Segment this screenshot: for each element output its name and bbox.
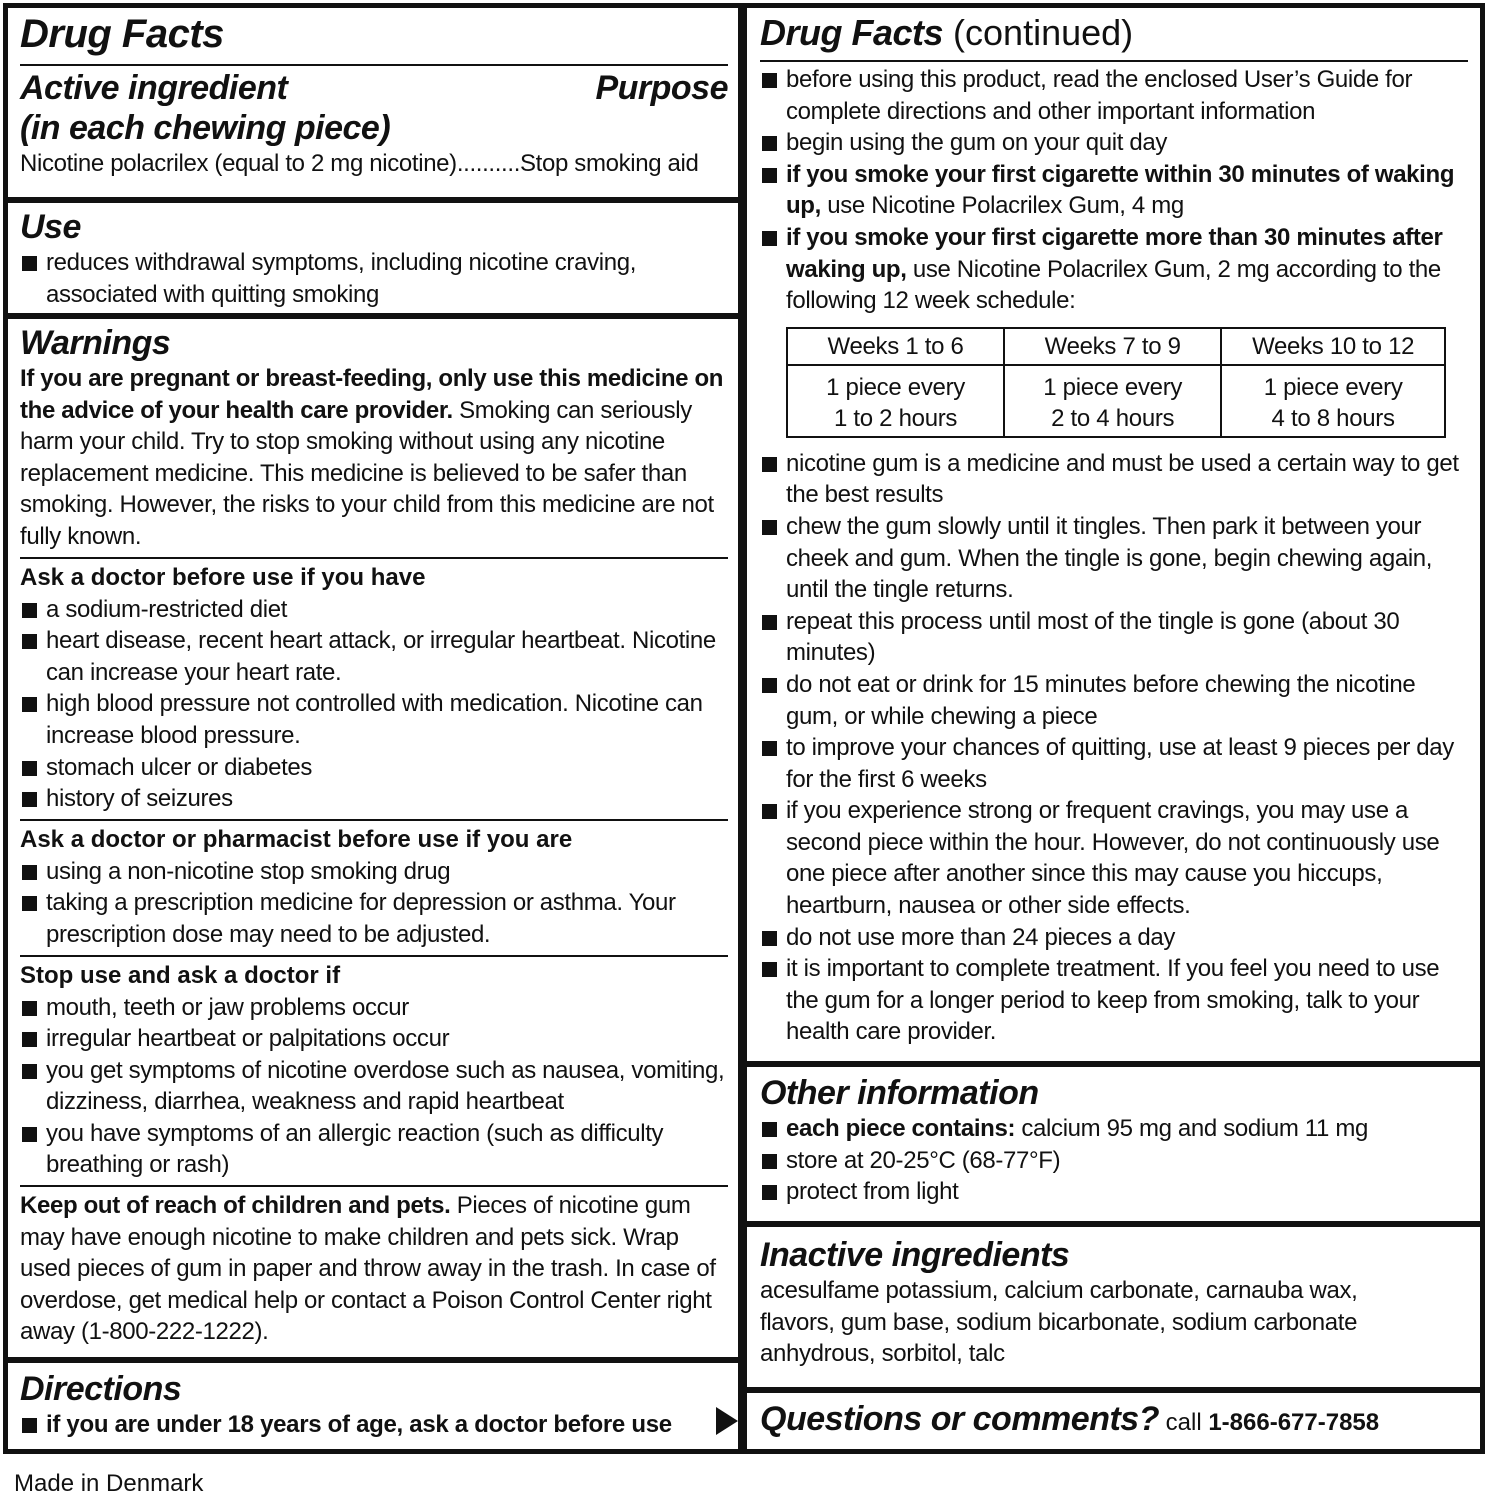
inactive-ingredients-text: acesulfame potassium, calcium carbonate, carnauba wax, flavors, gum base, sodium bicarbonate, sodium carbonate anhydrous, sorbitol, talc [760,1277,1358,1368]
inactive-ingredients-title: Inactive ingredients [760,1236,1070,1274]
directions-section [8,1363,738,1449]
other-information-title: Other information [760,1074,1039,1112]
drug-facts-right-panel [743,3,1485,1454]
keep-out-bold: Keep out of reach of children and pets. [20,1192,451,1220]
continue-arrow-icon [716,1407,738,1435]
drug-facts-title: Drug Facts [20,12,224,56]
table-row [787,365,1445,437]
direction-item-text: use Nicotine Polacrilex Gum, 4 mg [820,192,1184,220]
direction-item: do not eat or drink for 15 minutes before chewing the nicotine gum, or while chewing a piece [760,669,1468,732]
other-info-item: protect from light [760,1176,1470,1208]
rule [20,557,728,559]
table-cell [1004,365,1221,437]
rule [20,1185,728,1187]
direction-item: begin using the gum on your quit day [760,127,1468,159]
stop-use-item: mouth, teeth or jaw problems occur [20,992,728,1024]
questions-title: Questions or comments? [760,1400,1159,1438]
direction-item-bold: if you smoke your first cigarette within 30 minutes of waking up, [786,160,1455,220]
ask-doctor-item: a sodium-restricted diet [20,594,728,626]
other-info-bold: each piece contains: [786,1115,1016,1142]
warnings-title: Warnings [20,324,171,362]
direction-item: repeat this process until most of the tingle is gone (about 30 minutes) [760,606,1468,669]
direction-item: nicotine gum is a medicine and must be used a certain way to get the best results [760,448,1468,511]
cell-line: 4 to 8 hours [1271,404,1395,432]
direction-item: if you experience strong or frequent cravings, you may use a second piece within the hour. However, do not continuously use one piece after another since this may cause you hiccups, heartburn, nausea or other side effects. [760,795,1468,921]
other-information-section [747,1067,1480,1221]
table-header-row [787,328,1445,365]
ask-doctor-item: high blood pressure not controlled with medication. Nicotine can increase blood pressure. [20,688,728,751]
active-ingredient-section [8,8,738,198]
direction-item: it is important to complete treatment. If you feel you need to use the gum for a longer period to keep from smoking, talk to your health care provider. [760,953,1468,1048]
keep-out-text: Pieces of nicotine gum may have enough nicotine to make children and pets sick. Wrap used pieces of gum in paper and throw away in the trash. In case of overdose, get medical help or contact a Poison Control Center right away (1-800-222-1222). [20,1192,716,1346]
ask-doctor-title: Ask a doctor before use if you have [20,563,426,591]
drug-facts-continued-title [760,12,1468,54]
made-in-label: Made in Denmark [14,1470,204,1497]
active-ingredient-heading: Active ingredient [20,69,288,107]
drug-facts-title-right: Drug Facts [760,12,944,53]
cell-line: 1 to 2 hours [833,404,958,432]
other-info-item [760,1113,1470,1145]
cell-line: 2 to 4 hours [1051,404,1175,432]
rule [20,819,728,821]
keep-out-of-reach-paragraph [20,1190,728,1348]
use-item: reduces withdrawal symptoms, including nicotine craving, associated with quitting smoking [20,247,728,310]
direction-item-text: use Nicotine Polacrilex Gum, 2 mg according to the following 12 week schedule: [786,255,1441,315]
title-rule [20,64,728,66]
table-header-cell: Weeks 7 to 9 [1004,328,1221,365]
ask-pharmacist-item: taking a prescription medicine for depression or asthma. Your prescription dose may need to be adjusted. [20,887,728,950]
questions-line [760,1399,1470,1443]
warnings-paragraph [20,363,728,553]
purpose-heading: Purpose [595,69,728,107]
table-cell [787,365,1004,437]
warnings-bold: If you are pregnant or breast-feeding, only use this medicine on the advice of your health care provider. [20,365,724,424]
use-section [8,203,738,313]
inactive-ingredients-section [747,1227,1480,1387]
ask-doctor-item: stomach ulcer or diabetes [20,752,728,784]
drug-facts-left-panel [3,3,743,1454]
dosage-schedule-table [786,327,1446,438]
direction-item: chew the gum slowly until it tingles. Then park it between your cheek and gum. When the tingle is gone, begin chewing again, until the tingle returns. [760,511,1468,606]
ask-doctor-item: history of seizures [20,783,728,815]
cell-line: 1 piece every [1263,373,1403,401]
ask-doctor-item: heart disease, recent heart attack, or irregular heartbeat. Nicotine can increase your heart rate. [20,625,728,688]
use-title: Use [20,208,81,246]
stop-use-title: Stop use and ask a doctor if [20,961,341,989]
direction-item-bold: if you smoke your first cigarette more than 30 minutes after waking up, [786,223,1443,283]
direction-item: to improve your chances of quitting, use at least 9 pieces per day for the first 6 weeks [760,732,1468,795]
direction-item: do not use more than 24 pieces a day [760,922,1468,954]
title-rule [760,60,1468,62]
continued-label: (continued) [943,12,1134,53]
table-cell [1221,365,1445,437]
ingredient-line: Nicotine polacrilex (equal to 2 mg nicotine)..........Stop smoking aid [20,150,699,177]
ask-pharmacist-title: Ask a doctor or pharmacist before use if you are [20,825,573,853]
rule [20,955,728,957]
ask-pharmacist-item: using a non-nicotine stop smoking drug [20,856,728,888]
table-header-cell: Weeks 10 to 12 [1221,328,1445,365]
other-info-item: store at 20-25°C (68-77°F) [760,1145,1470,1177]
directions-item: if you are under 18 years of age, ask a doctor before use [20,1409,738,1441]
questions-phone: 1-866-677-7858 [1208,1409,1380,1436]
warnings-section [8,319,738,1357]
cell-line: 1 piece every [826,373,965,401]
stop-use-item: you have symptoms of an allergic reaction (such as difficulty breathing or rash) [20,1118,728,1181]
direction-item [760,159,1468,222]
warnings-text: Smoking can seriously harm your child. Try to stop smoking without using any nicotine replacement medicine. This medicine is believed to be safer than smoking. However, the risks to your child from this medicine are not fully known. [20,396,714,550]
direction-item [760,222,1468,317]
active-ingredient-subheading: (in each chewing piece) [20,109,391,147]
questions-call-text: call [1158,1409,1209,1436]
direction-item: before using this product, read the enclosed User’s Guide for complete directions and other important information [760,64,1468,127]
directions-continued-section [747,8,1480,1061]
stop-use-item: irregular heartbeat or palpitations occur [20,1023,728,1055]
other-info-text: calcium 95 mg and sodium 11 mg [1015,1115,1368,1142]
cell-line: 1 piece every [1043,373,1183,401]
stop-use-item: you get symptoms of nicotine overdose such as nausea, vomiting, dizziness, diarrhea, weakness and rapid heartbeat [20,1055,728,1118]
table-header-cell: Weeks 1 to 6 [787,328,1004,365]
questions-section [747,1393,1480,1449]
directions-title: Directions [20,1370,182,1408]
